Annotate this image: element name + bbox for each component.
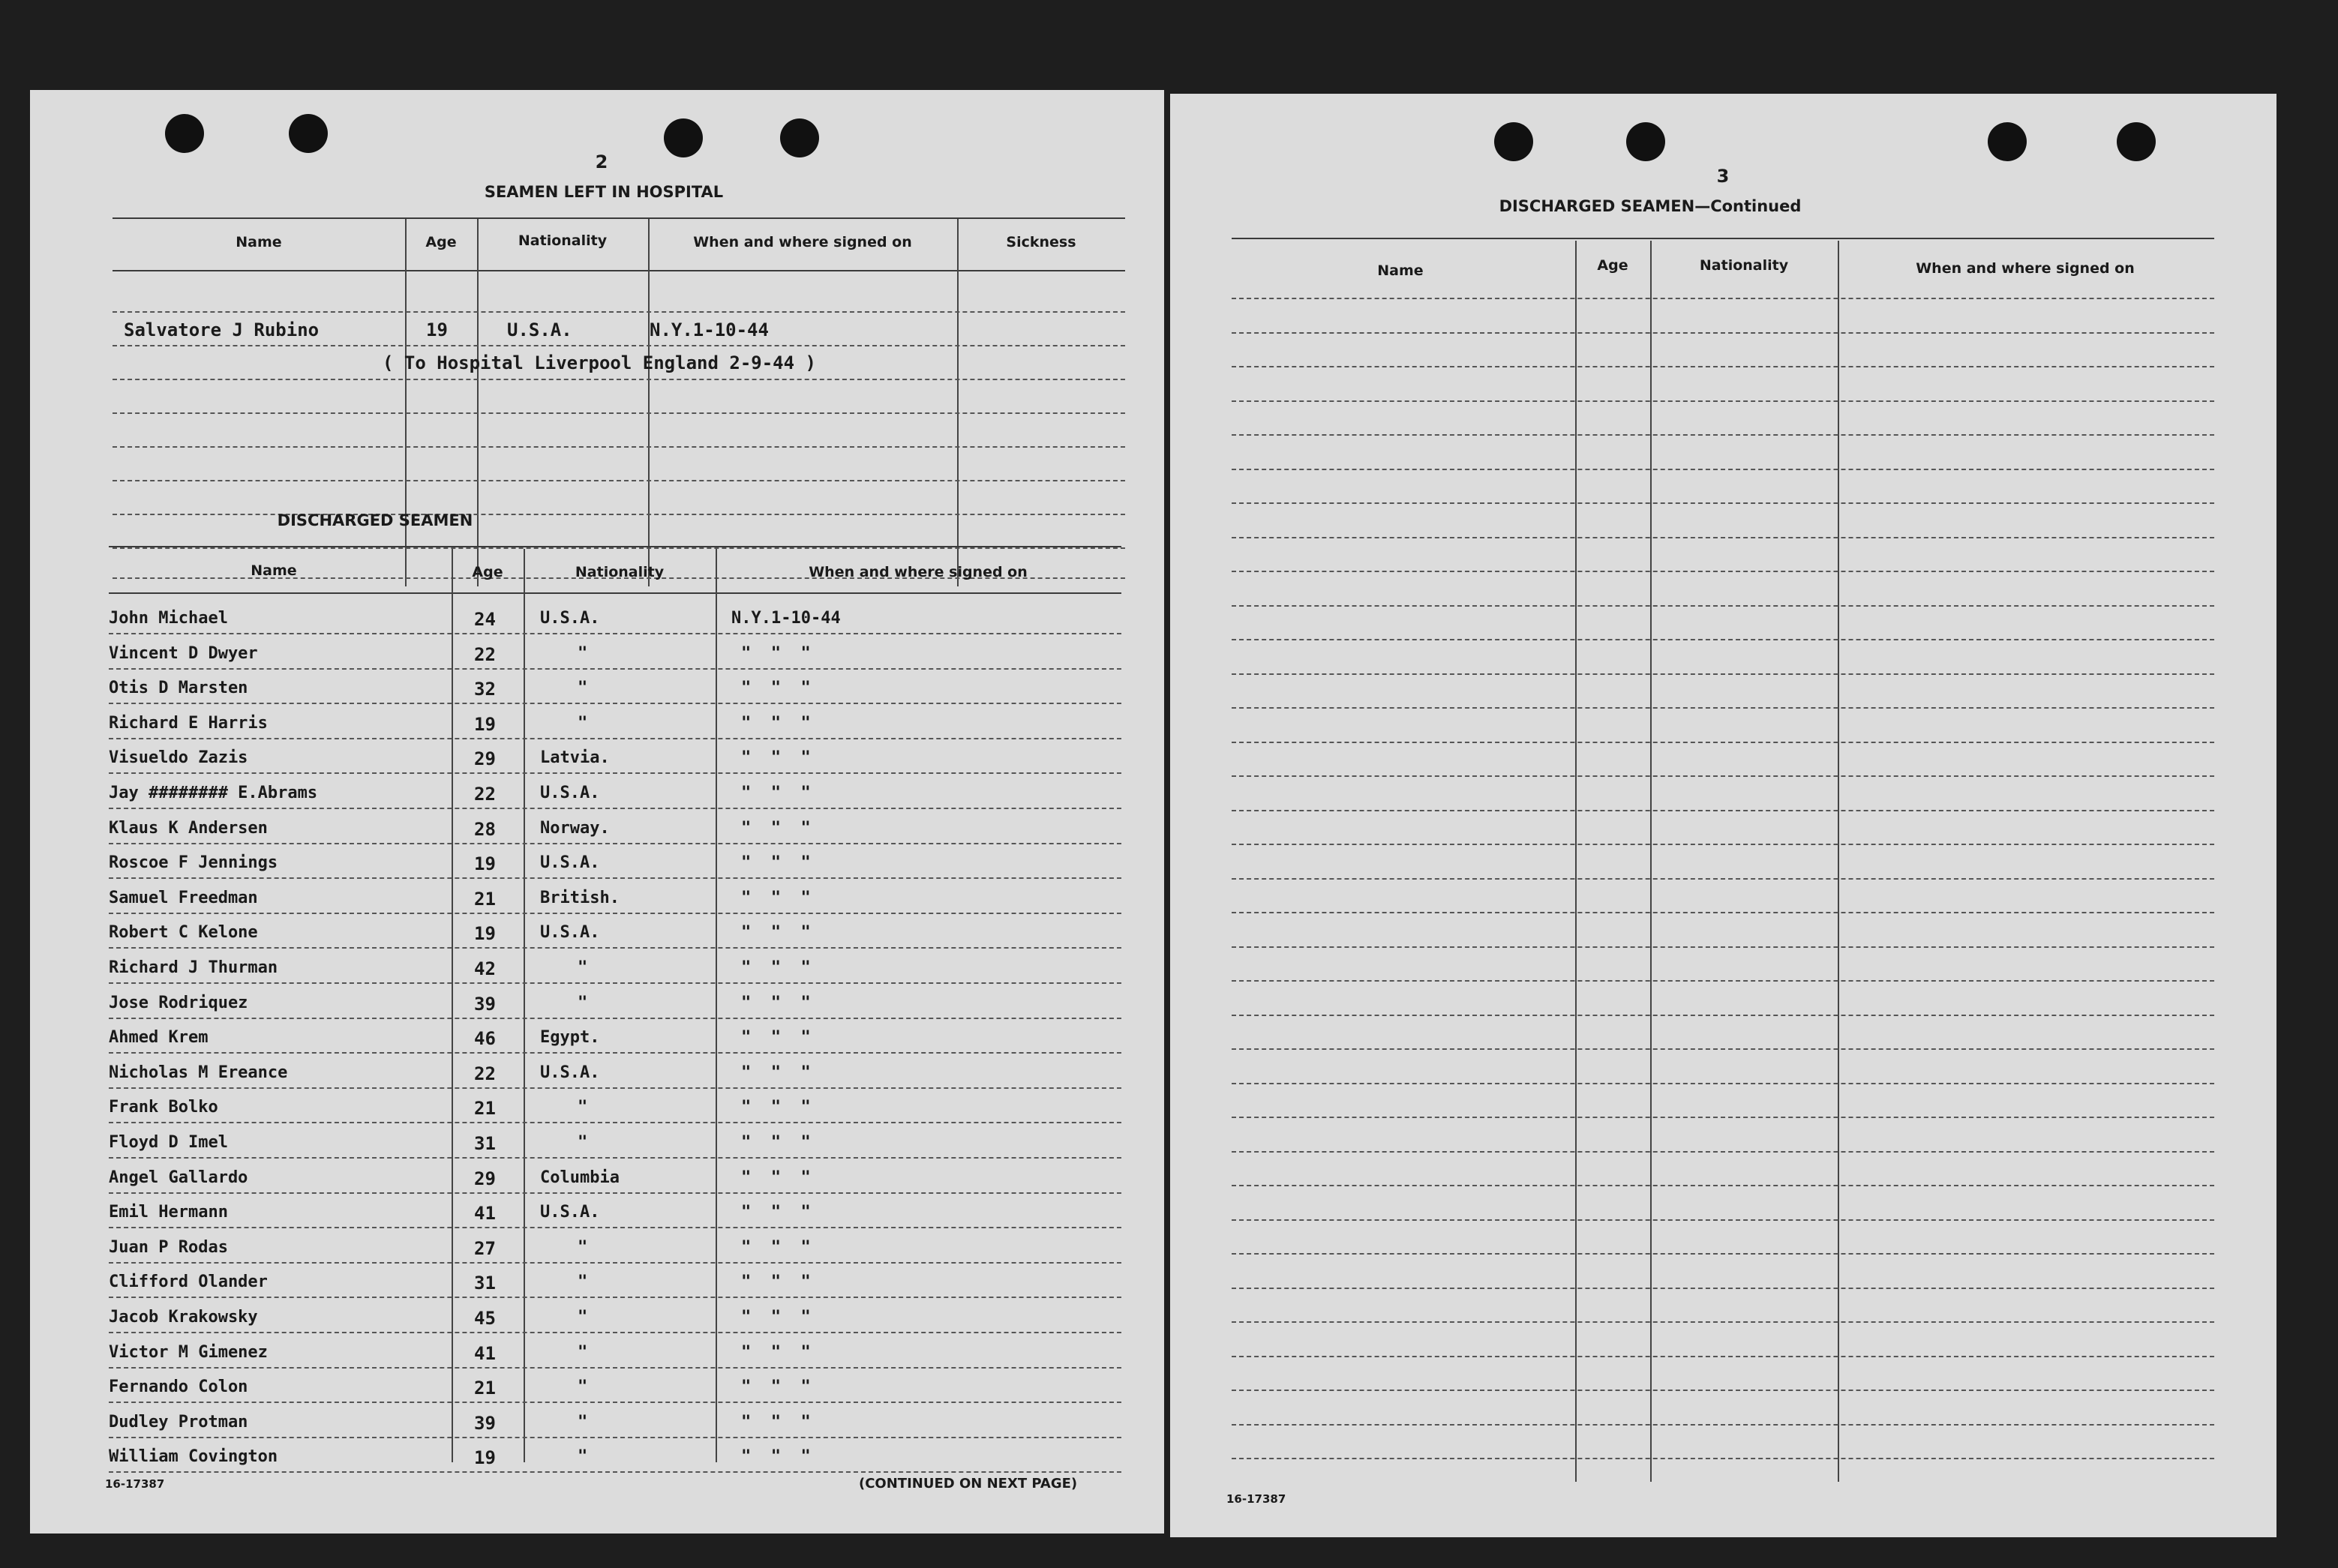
- seaman-nationality: ": [578, 644, 588, 663]
- seaman-age: 22: [474, 784, 496, 805]
- seaman-nationality: U.S.A.: [540, 784, 600, 802]
- punch-hole: [1626, 122, 1665, 161]
- seaman-age: 39: [474, 994, 496, 1015]
- seaman-nationality: U.S.A.: [540, 1063, 600, 1082]
- seaman-nationality: ": [578, 1238, 588, 1257]
- seaman-nationality: U.S.A.: [540, 923, 600, 942]
- seaman-signed-on: " " ": [741, 784, 811, 802]
- column-header-age: Age: [425, 234, 457, 250]
- seaman-nationality: ": [578, 1133, 588, 1152]
- seaman-age: 27: [474, 1238, 496, 1259]
- hospital-signed-on: N.Y.1-10-44: [650, 319, 769, 340]
- seaman-nationality: ": [578, 1447, 588, 1466]
- seaman-age: 21: [474, 1378, 496, 1399]
- seaman-nationality: ": [578, 1343, 588, 1362]
- seaman-signed-on: " " ": [741, 1378, 811, 1396]
- seaman-signed-on: " " ": [741, 1168, 811, 1187]
- seaman-age: 29: [474, 1168, 496, 1189]
- column-header-age: Age: [1597, 257, 1628, 274]
- seaman-nationality: ": [578, 994, 588, 1012]
- seaman-name: Jay ######## E.Abrams: [109, 784, 318, 802]
- column-header-signed-on: When and where signed on: [693, 234, 912, 250]
- left-page: [30, 90, 1164, 1534]
- seaman-name: Jose Rodriquez: [109, 994, 248, 1012]
- seaman-age: 21: [474, 889, 496, 910]
- hospital-name: Salvatore J Rubino: [124, 319, 320, 340]
- seaman-age: 28: [474, 819, 496, 840]
- seaman-age: 22: [474, 644, 496, 665]
- seaman-age: 39: [474, 1413, 496, 1434]
- punch-hole: [165, 114, 204, 153]
- seaman-name: Clifford Olander: [109, 1273, 268, 1291]
- seaman-name: Otis D Marsten: [109, 679, 248, 697]
- seaman-age: 45: [474, 1308, 496, 1329]
- column-header-name: Name: [251, 562, 297, 579]
- page-number: 3: [1716, 166, 1730, 187]
- form-number: 16-17387: [1226, 1492, 1286, 1506]
- column-header-nationality: Nationality: [1699, 257, 1789, 274]
- seaman-name: John Michael: [109, 609, 228, 628]
- hospital-section-title: SEAMEN LEFT IN HOSPITAL: [484, 183, 724, 201]
- seaman-name: William Covington: [109, 1447, 278, 1466]
- seaman-signed-on: " " ": [741, 1028, 811, 1047]
- seaman-nationality: Columbia: [540, 1168, 620, 1187]
- seaman-age: 19: [474, 1447, 496, 1468]
- seaman-name: Vincent D Dwyer: [109, 644, 258, 663]
- seaman-signed-on: " " ": [741, 994, 811, 1012]
- seaman-age: 41: [474, 1343, 496, 1364]
- seaman-name: Richard J Thurman: [109, 958, 278, 977]
- seaman-nationality: ": [578, 1308, 588, 1327]
- seaman-signed-on: " " ": [741, 1098, 811, 1117]
- seaman-nationality: ": [578, 1413, 588, 1432]
- seaman-nationality: ": [578, 958, 588, 977]
- seaman-signed-on: " " ": [741, 1063, 811, 1082]
- seaman-age: 32: [474, 679, 496, 700]
- seaman-name: Roscoe F Jennings: [109, 853, 278, 872]
- seaman-nationality: U.S.A.: [540, 853, 600, 872]
- punch-hole: [289, 114, 328, 153]
- seaman-nationality: ": [578, 1378, 588, 1396]
- seaman-nationality: Norway.: [540, 819, 610, 838]
- seaman-age: 19: [474, 923, 496, 944]
- column-header-sickness: Sickness: [1006, 234, 1076, 250]
- right-page-title: DISCHARGED SEAMEN—Continued: [1499, 197, 1802, 215]
- column-header-nationality: Nationality: [575, 564, 665, 580]
- seaman-signed-on: " " ": [741, 1273, 811, 1291]
- seaman-age: 46: [474, 1028, 496, 1049]
- seaman-signed-on: " " ": [741, 1343, 811, 1362]
- page-number: 2: [595, 151, 608, 172]
- punch-hole: [2117, 122, 2156, 161]
- seaman-name: Juan P Rodas: [109, 1238, 228, 1257]
- seaman-nationality: British.: [540, 889, 620, 907]
- seaman-name: Dudley Protman: [109, 1413, 248, 1432]
- seaman-age: 24: [474, 609, 496, 630]
- seaman-age: 29: [474, 748, 496, 769]
- discharged-section-title: DISCHARGED SEAMEN: [277, 511, 473, 529]
- hospital-note: ( To Hospital Liverpool England 2-9-44 ): [383, 352, 816, 373]
- seaman-signed-on: " " ": [741, 748, 811, 767]
- hospital-age: 19: [426, 319, 448, 340]
- seaman-name: Ahmed Krem: [109, 1028, 209, 1047]
- seaman-name: Jacob Krakowsky: [109, 1308, 258, 1327]
- seaman-name: Floyd D Imel: [109, 1133, 228, 1152]
- seaman-age: 22: [474, 1063, 496, 1084]
- punch-hole: [664, 118, 703, 157]
- column-header-name: Name: [236, 234, 282, 250]
- seaman-nationality: Egypt.: [540, 1028, 600, 1047]
- seaman-signed-on: N.Y.1-10-44: [731, 609, 841, 628]
- seaman-age: 41: [474, 1203, 496, 1224]
- seaman-age: 21: [474, 1098, 496, 1119]
- seaman-age: 42: [474, 958, 496, 979]
- punch-hole: [1988, 122, 2027, 161]
- column-header-nationality: Nationality: [518, 232, 608, 249]
- seaman-signed-on: " " ": [741, 1308, 811, 1327]
- seaman-name: Samuel Freedman: [109, 889, 258, 907]
- seaman-signed-on: " " ": [741, 853, 811, 872]
- seaman-nationality: ": [578, 1098, 588, 1117]
- seaman-name: Klaus K Andersen: [109, 819, 268, 838]
- seaman-name: Angel Gallardo: [109, 1168, 248, 1187]
- seaman-name: Robert C Kelone: [109, 923, 258, 942]
- seaman-signed-on: " " ": [741, 819, 811, 838]
- seaman-nationality: Latvia.: [540, 748, 610, 767]
- punch-hole: [780, 118, 819, 157]
- seaman-nationality: ": [578, 679, 588, 697]
- seaman-signed-on: " " ": [741, 714, 811, 733]
- seaman-signed-on: " " ": [741, 1203, 811, 1222]
- seaman-signed-on: " " ": [741, 1413, 811, 1432]
- seaman-age: 19: [474, 714, 496, 735]
- seaman-name: Victor M Gimenez: [109, 1343, 268, 1362]
- seaman-name: Fernando Colon: [109, 1378, 248, 1396]
- column-header-name: Name: [1377, 262, 1424, 279]
- seaman-signed-on: " " ": [741, 958, 811, 977]
- punch-hole: [1494, 122, 1533, 161]
- column-header-signed-on: When and where signed on: [1916, 260, 2135, 277]
- seaman-signed-on: " " ": [741, 889, 811, 907]
- seaman-signed-on: " " ": [741, 644, 811, 663]
- seaman-nationality: ": [578, 714, 588, 733]
- seaman-name: Nicholas M Ereance: [109, 1063, 288, 1082]
- seaman-signed-on: " " ": [741, 1133, 811, 1152]
- column-header-signed-on: When and where signed on: [809, 564, 1028, 580]
- right-page: [1170, 94, 2276, 1537]
- seaman-signed-on: " " ": [741, 679, 811, 697]
- seaman-name: Emil Hermann: [109, 1203, 228, 1222]
- seaman-signed-on: " " ": [741, 923, 811, 942]
- seaman-nationality: U.S.A.: [540, 1203, 600, 1222]
- seaman-nationality: ": [578, 1273, 588, 1291]
- seaman-signed-on: " " ": [741, 1238, 811, 1257]
- column-header-age: Age: [472, 564, 503, 580]
- seaman-nationality: U.S.A.: [540, 609, 600, 628]
- seaman-age: 31: [474, 1133, 496, 1154]
- hospital-nationality: U.S.A.: [507, 319, 572, 340]
- seaman-signed-on: " " ": [741, 1447, 811, 1466]
- continued-note: (CONTINUED ON NEXT PAGE): [859, 1476, 1078, 1492]
- form-number: 16-17387: [105, 1477, 165, 1491]
- seaman-name: Visueldo Zazis: [109, 748, 248, 767]
- seaman-age: 19: [474, 853, 496, 874]
- seaman-name: Frank Bolko: [109, 1098, 218, 1117]
- seaman-name: Richard E Harris: [109, 714, 268, 733]
- seaman-age: 31: [474, 1273, 496, 1294]
